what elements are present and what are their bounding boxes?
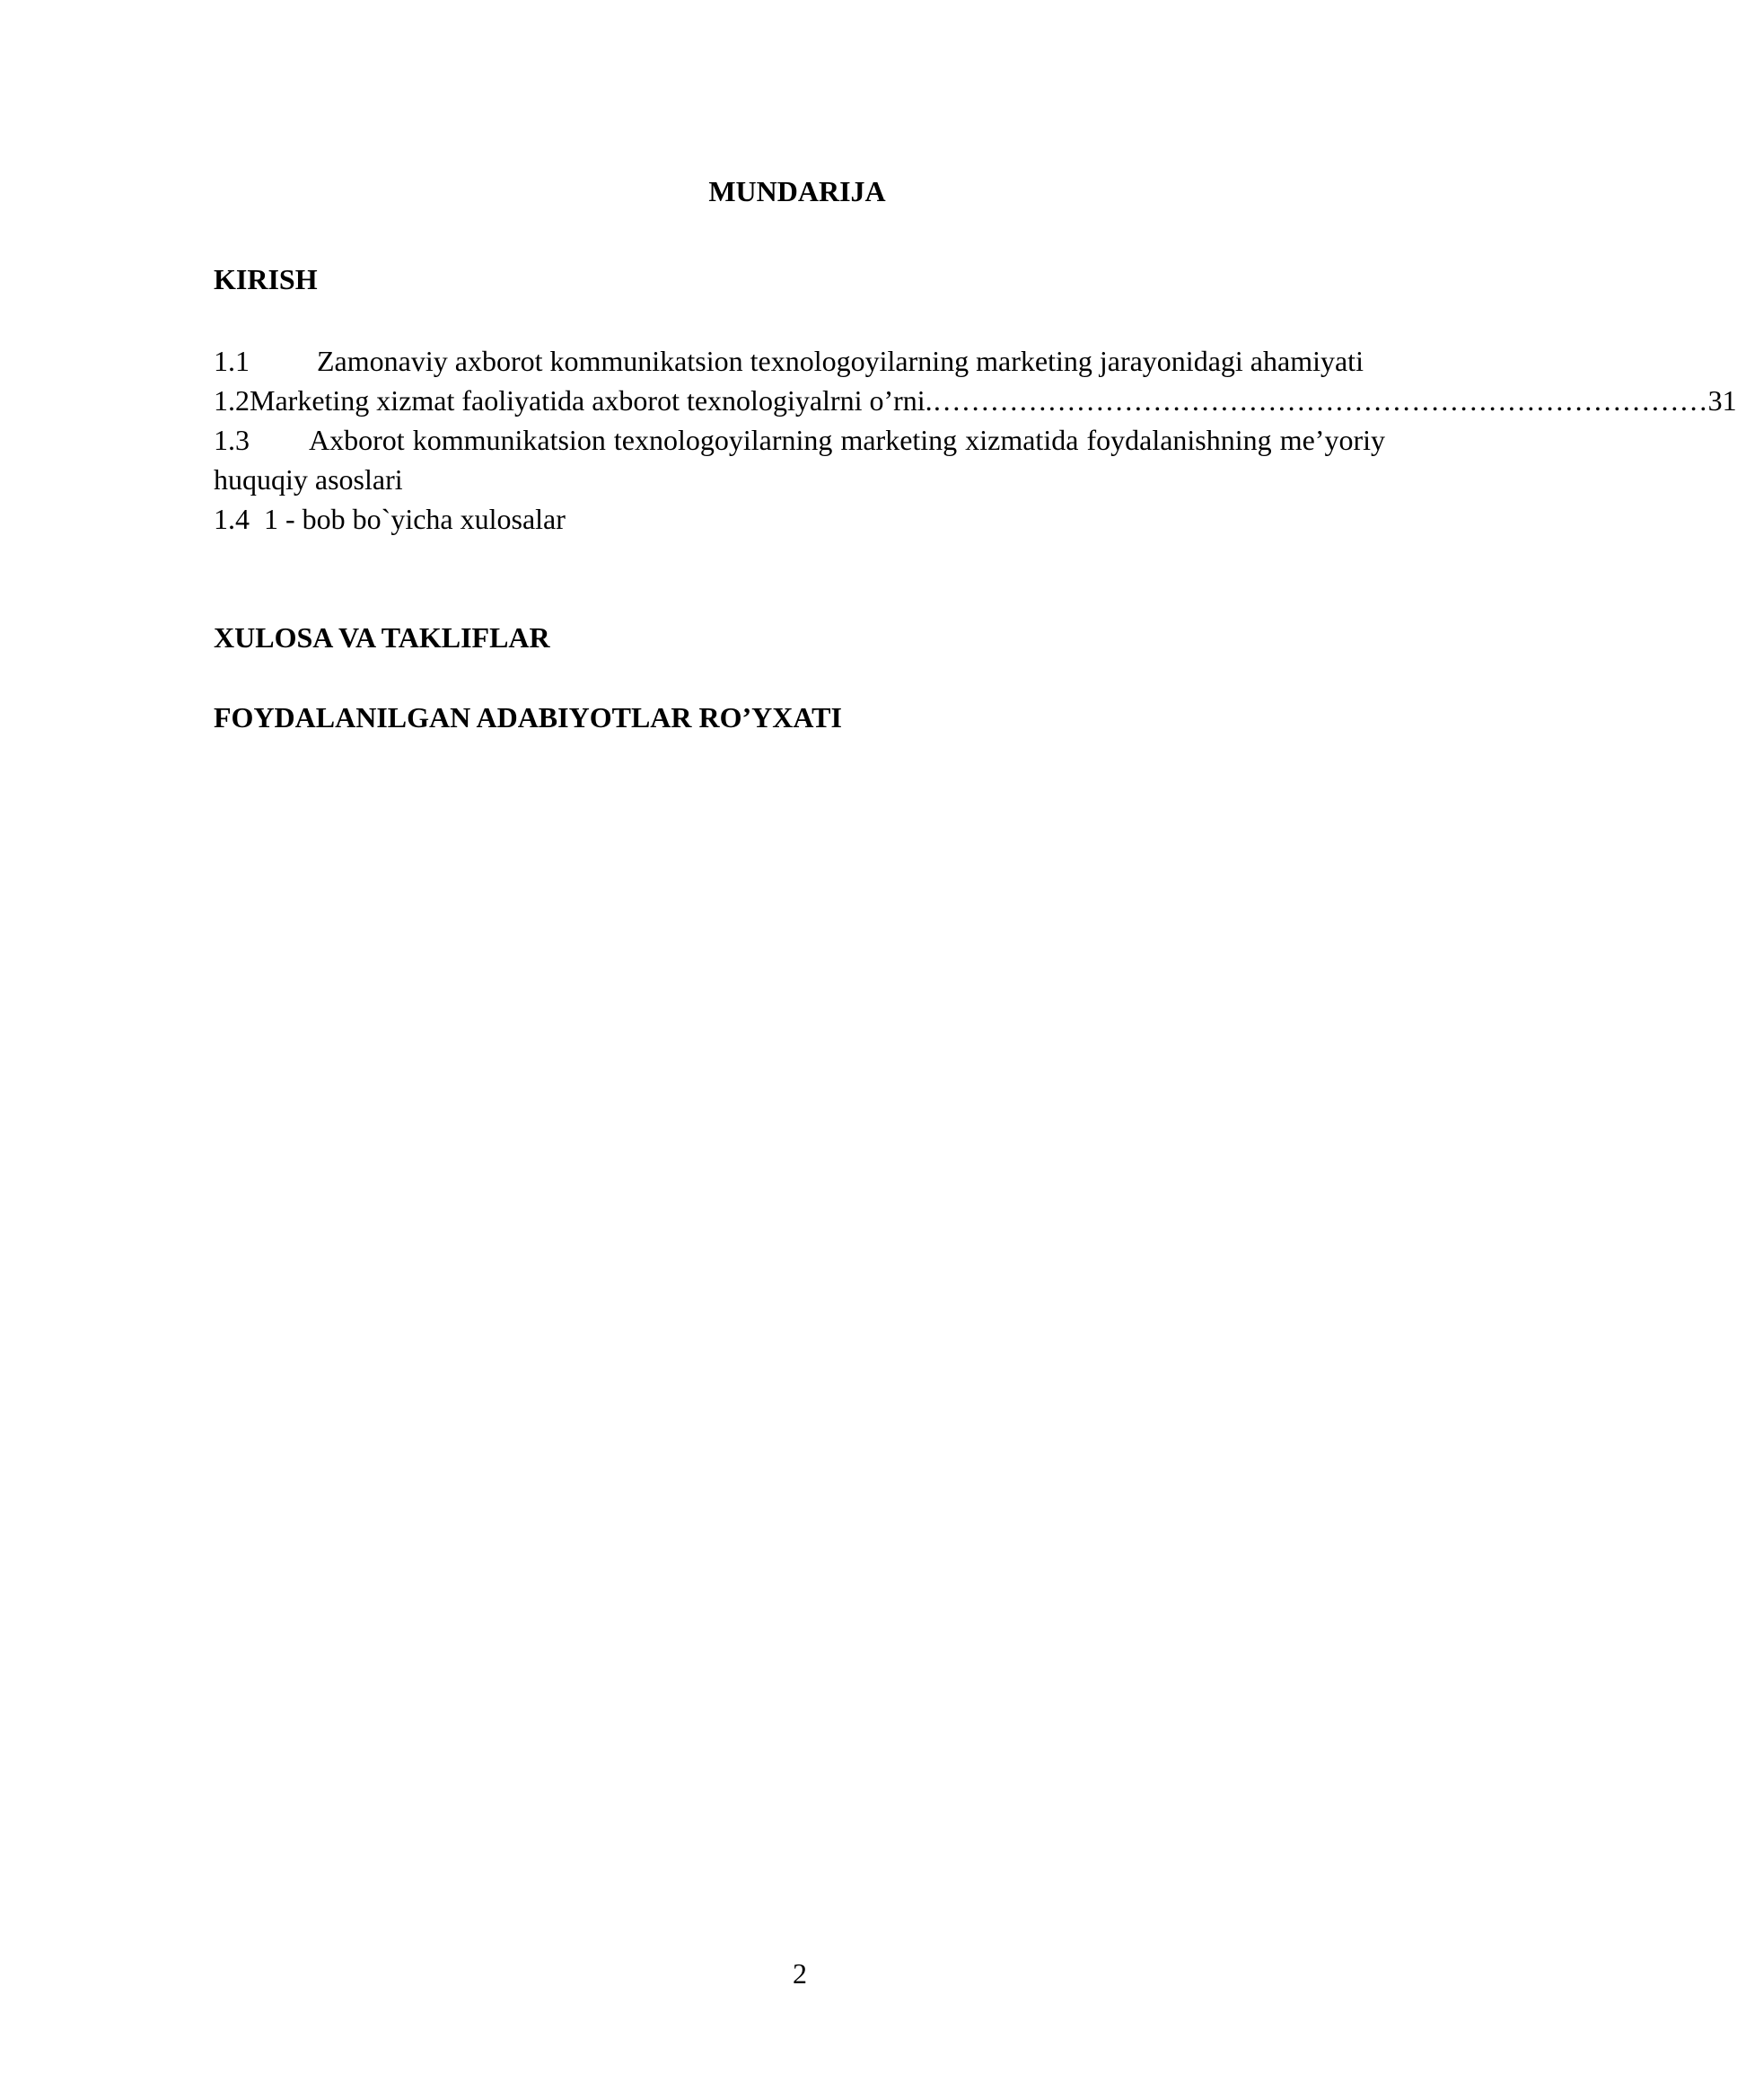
toc-entry-number: 1.2 — [214, 384, 250, 417]
toc-entry-1-4[interactable] — [214, 499, 1385, 539]
toc-entry-number: 1.1 — [214, 345, 250, 377]
toc-entry-text: Axborot kommunikatsion texnologoyilarning marketing xizmatida foydalanishning me’yoriy huquqiy asoslari — [214, 424, 1385, 496]
toc-entry-1-3[interactable] — [214, 420, 1385, 499]
toc-entry-text: 1 - bob bo`yicha xulosalar — [264, 503, 566, 535]
toc-entry-page: 31 — [1707, 384, 1737, 417]
toc-entry-text: Zamonaviy axborot kommunikatsion texnologoyilarning marketing jarayonidagi ahamiyati — [317, 345, 1364, 377]
toc-entry-number: 1.4 — [214, 503, 250, 535]
toc-entry-number: 1.3 — [214, 424, 250, 456]
toc-leader-dots: ……………………………………………………………………… — [932, 384, 1708, 417]
table-of-contents — [214, 341, 1737, 539]
toc-entry-1-1[interactable] — [214, 341, 1385, 381]
intro-heading: KIRISH — [214, 263, 318, 295]
toc-entry-1-2[interactable] — [214, 381, 1737, 420]
page-number: 2 — [793, 1957, 807, 1990]
toc-entry-text: Marketing xizmat faoliyatida axborot texnologiyalrni o’rni. — [250, 384, 933, 417]
conclusion-heading: XULOSA VA TAKLIFLAR — [214, 621, 550, 654]
references-heading: FOYDALANILGAN ADABIYOTLAR RO’YXATI — [214, 701, 842, 734]
page-title: MUNDARIJA — [708, 175, 886, 207]
